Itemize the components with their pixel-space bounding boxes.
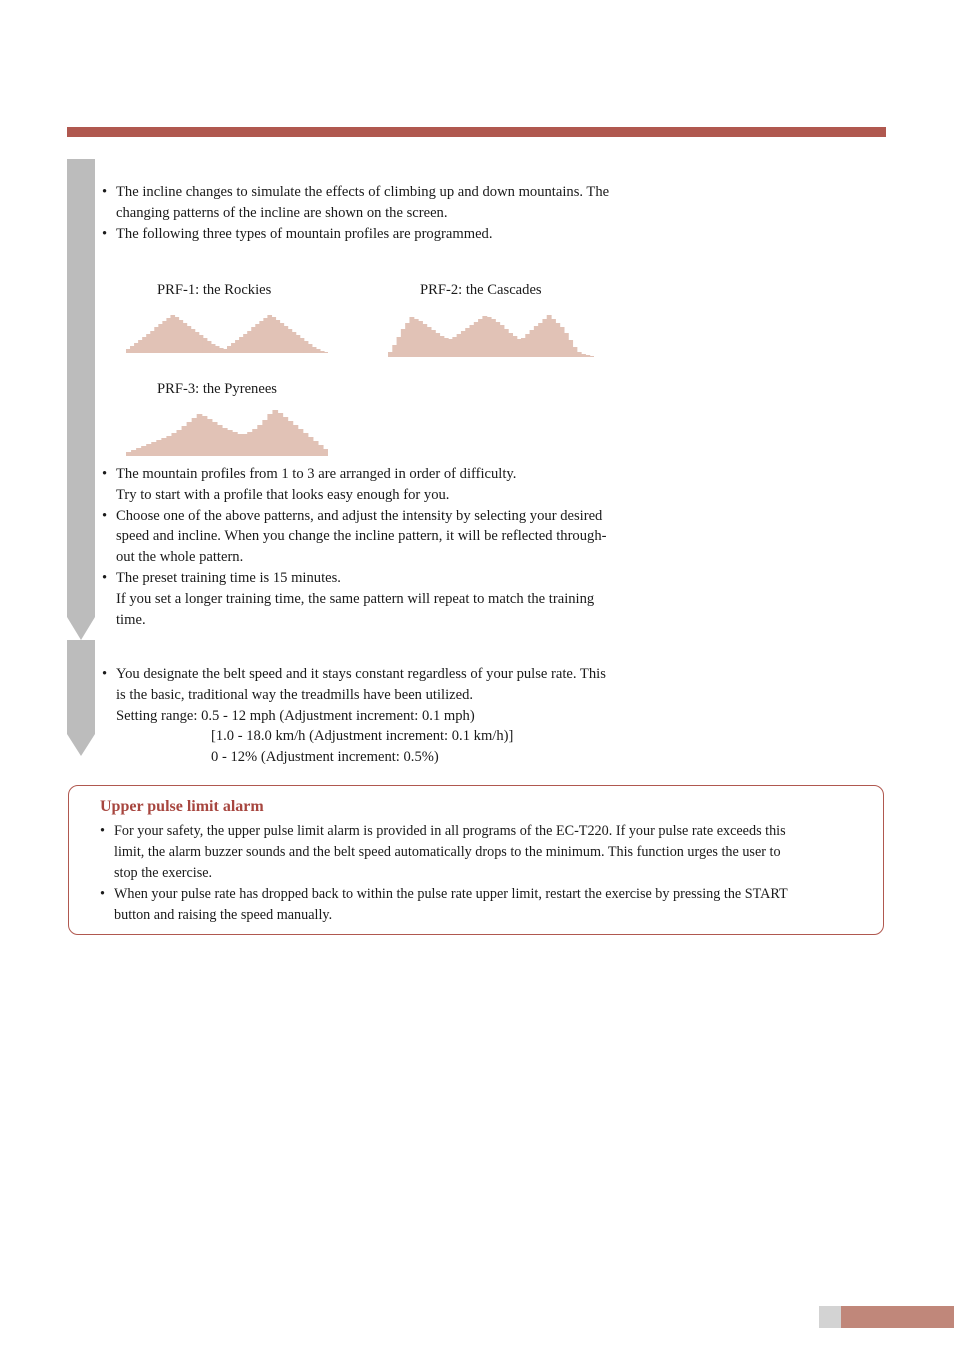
rockies-step [158,324,163,353]
profile-intro-list [100,182,660,244]
cascades-step [444,338,449,357]
rockies-step [170,315,175,353]
rockies-step [251,327,256,353]
list-item: • The following three types of mountain profiles are programmed. [100,224,660,245]
pyrenees-step [217,425,223,456]
rockies-step [247,331,252,353]
pyrenees-step [242,434,248,456]
pyrenees-step [257,425,263,456]
pyrenees-step [131,450,137,456]
profile-chart-cascades [388,313,594,357]
rockies-step [308,344,313,353]
cascades-step [534,326,539,357]
cascades-step [405,323,410,357]
pyrenees-step [308,437,314,456]
pyrenees-step [136,448,142,456]
pyrenees-step [126,452,132,456]
rockies-step [292,332,297,353]
footer-tab-grey [819,1306,841,1328]
header-rule [67,127,886,137]
pyrenees-step [171,433,177,456]
cascades-step [435,333,440,357]
pyrenees-step [212,422,218,456]
cascades-step [478,319,483,357]
rockies-step [267,315,272,353]
rockies-step [207,341,212,353]
list-item: • The mountain profiles from 1 to 3 are arranged in order of difficulty. Try to start with a profile that looks easy enough for you. [100,464,660,506]
cascades-step [414,319,419,357]
cascades-step [551,319,556,357]
rockies-step [296,335,301,353]
profile-chart-pyrenees [126,406,328,456]
pyrenees-step [197,414,203,456]
section-arrow-profile [67,159,95,640]
rockies-step [316,349,321,353]
section-arrow-manual [67,640,95,756]
rockies-step [126,349,131,353]
pyrenees-step [298,429,304,456]
cascades-step [542,319,547,357]
cascades-step [388,352,393,357]
cascades-step [392,345,397,357]
pyrenees-step [247,432,253,456]
cascades-step [474,322,479,357]
cascades-step [581,354,586,357]
rockies-step [271,317,276,353]
cascades-step [568,340,573,357]
rockies-step [231,343,236,353]
cascades-step [517,339,522,357]
rockies-step [146,334,151,353]
cascades-step [538,323,543,357]
pyrenees-step [182,426,188,456]
rockies-step [174,317,179,353]
profile-label-rockies: PRF-1: the Rockies [157,282,272,298]
list-item: • When your pulse rate has dropped back to within the pulse rate upper limit, restart the exercise by pressing the START button and raising the speed manually. [100,884,870,926]
rockies-step [255,324,260,353]
cascades-step [418,321,423,357]
pyrenees-step [252,429,258,456]
setting-range-kmh: [1.0 - 18.0 km/h (Adjustment increment: 0.1 km/h)] [211,728,514,745]
pyrenees-step [187,422,193,456]
cascades-step [401,329,406,357]
cascades-step [448,339,453,357]
rockies-step [280,323,285,353]
cascades-step [461,331,466,357]
rockies-step [239,337,244,353]
cascades-step [409,317,414,357]
rockies-step [138,340,143,353]
rockies-step [142,337,147,353]
rockies-step [275,320,280,353]
cascades-step [500,325,505,357]
pyrenees-step [232,432,238,456]
rockies-step [215,346,220,353]
rockies-step [263,318,268,353]
cascades-step [470,325,475,357]
cascades-step [504,329,509,357]
cascades-step [555,323,560,357]
cascades-step [547,315,552,357]
cascades-step [590,356,594,357]
pyrenees-step [177,430,183,456]
setting-range: Setting range: 0.5 - 12 mph (Adjustment increment: 0.1 mph) [116,707,475,724]
pyrenees-step [278,413,284,456]
profile-label-cascades: PRF-2: the Cascades [420,282,542,298]
rockies-step [304,341,309,353]
rockies-step [211,344,216,353]
pyrenees-step [141,446,147,456]
rockies-step [203,338,208,353]
pyrenees-step [222,428,228,456]
profile-label-pyrenees: PRF-3: the Pyrenees [157,381,277,397]
cascades-step [495,322,500,357]
rockies-step [259,321,264,353]
rockies-step [179,320,184,353]
alarm-note-box [68,785,884,935]
cascades-step [457,334,462,357]
pyrenees-step [161,438,167,456]
cascades-step [487,317,492,357]
cascades-step [530,330,535,357]
cascades-step [512,336,517,357]
rockies-step [235,340,240,353]
pyrenees-step [303,433,309,456]
cascades-step [525,334,530,357]
manual-program-list [100,664,660,768]
rockies-step [223,349,228,353]
cascades-step [521,338,526,357]
rockies-step [284,326,289,353]
list-item: • For your safety, the upper pulse limit alarm is provided in all programs of the EC-T220. If your pulse rate exceeds this limit, the alarm buzzer sounds and the belt speed automatically drops to the minimum. This function urges the user to stop the exercise. [100,821,870,884]
cascades-step [577,352,582,357]
cascades-step [452,337,457,357]
pyrenees-step [313,441,319,456]
pyrenees-step [262,420,268,456]
pyrenees-step [283,417,289,456]
pyrenees-step [272,410,278,456]
rockies-step [227,346,232,353]
cascades-step [431,330,436,357]
profile-chart-rockies [126,313,328,353]
list-item: • You designate the belt speed and it stays constant regardless of your pulse rate. This is the basic, traditional way the treadmills have been utilized. Setting range: 0.5 - 12 mph (Adjustment increment: 0.1 mph) [1.0 - 18.0 km/h (Adjustment increment: 0.1 km/h)] 0 - 12% (Adjustment increment: 0.5%) [100,664,660,768]
pyrenees-step [293,425,299,456]
cascades-step [560,327,565,357]
rockies-step [219,348,224,353]
cascades-step [585,355,590,357]
alarm-title: Upper pulse limit alarm [100,798,264,815]
rockies-step [312,347,317,353]
rockies-step [150,331,155,353]
rockies-step [320,351,325,353]
cascades-step [422,324,427,357]
rockies-step [166,318,171,353]
pyrenees-step [323,449,328,456]
rockies-step [130,346,135,353]
list-item: • The preset training time is 15 minutes. If you set a longer training time, the same pattern will repeat to match the training time. [100,568,660,630]
pyrenees-step [166,436,172,456]
rockies-step [195,332,200,353]
rockies-step [183,323,188,353]
rockies-step [191,329,196,353]
pyrenees-step [207,419,213,456]
cascades-step [427,327,432,357]
rockies-step [288,329,293,353]
cascades-step [564,333,569,357]
pyrenees-step [202,416,208,456]
list-item: • The incline changes to simulate the effects of climbing up and down mountains. The changing patterns of the incline are shown on the screen. [100,182,660,224]
pyrenees-step [288,421,294,456]
rockies-step [199,335,204,353]
cascades-step [508,333,513,357]
cascades-step [439,336,444,357]
rockies-step [243,334,248,353]
pyrenees-step [151,442,157,456]
cascades-step [482,316,487,357]
rockies-step [162,321,167,353]
setting-range-incline: 0 - 12% (Adjustment increment: 0.5%) [211,749,439,766]
cascades-step [572,347,577,357]
rockies-step [324,352,328,353]
rockies-step [154,327,159,353]
alarm-list [100,821,870,926]
pyrenees-step [267,414,273,456]
footer-page-bar [841,1306,954,1328]
cascades-step [491,319,496,357]
pyrenees-step [192,418,198,456]
pyrenees-step [318,445,324,456]
rockies-step [187,326,192,353]
pyrenees-step [146,444,152,456]
cascades-step [397,337,402,357]
pyrenees-step [156,440,162,456]
rockies-step [134,343,139,353]
profile-notes-list [100,464,660,630]
cascades-step [465,328,470,357]
pyrenees-step [227,430,233,456]
pyrenees-step [237,434,243,456]
list-item: • Choose one of the above patterns, and adjust the intensity by selecting your desired speed and incline. When you change the incline pattern, it will be reflected through- out the whole pattern. [100,506,660,568]
rockies-step [300,338,305,353]
